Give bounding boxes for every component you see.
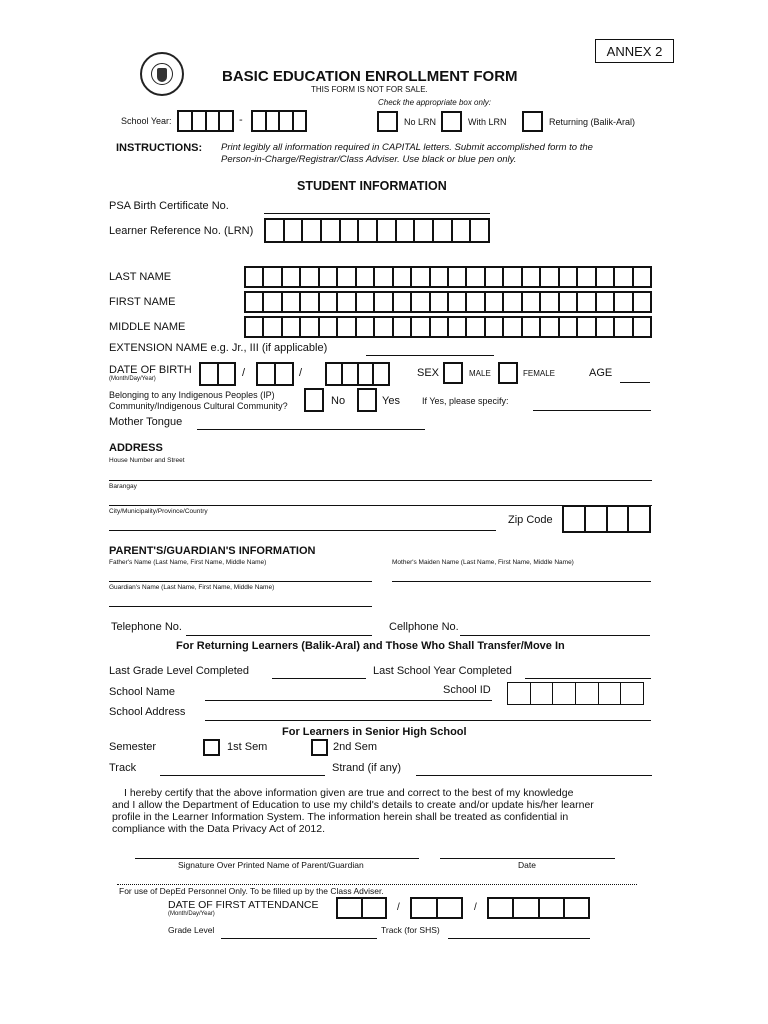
dob-month-boxes[interactable] xyxy=(199,362,236,386)
grade-level-label: Grade Level xyxy=(168,925,215,935)
date-label: Date xyxy=(518,860,536,870)
last-name-label: LAST NAME xyxy=(109,271,172,283)
school-address-line[interactable] xyxy=(205,720,651,721)
instructions-line-2: Person-in-Charge/Registrar/Class Adviser. Use black or blue pen only. xyxy=(221,154,517,165)
check-box-note: Check the appropriate box only: xyxy=(378,98,491,107)
father-name-line[interactable] xyxy=(109,581,372,582)
mother-name-label: Mother's Maiden Name (Last Name, First Name, Middle Name) xyxy=(392,559,574,566)
school-year-label: School Year: xyxy=(121,116,172,126)
date-signed-line[interactable] xyxy=(440,858,615,859)
telephone-line[interactable] xyxy=(186,635,372,636)
shs-heading: For Learners in Senior High School xyxy=(282,726,467,738)
strand-line[interactable] xyxy=(416,775,652,776)
deped-note: For use of DepEd Personnel Only. To be filled up by the Class Adviser. xyxy=(119,886,384,896)
school-id-boxes[interactable] xyxy=(507,682,644,705)
returning-label: Returning (Balik-Aral) xyxy=(549,117,636,127)
school-year-start-boxes[interactable] xyxy=(177,110,234,132)
last-grade-line[interactable] xyxy=(272,678,366,679)
mother-name-line[interactable] xyxy=(392,581,651,582)
extension-name-label: EXTENSION NAME e.g. Jr., III (if applicable) xyxy=(109,342,328,354)
last-sy-label: Last School Year Completed xyxy=(373,665,512,677)
city-label: City/Municipality/Province/Country xyxy=(109,508,208,515)
lrn-label: Learner Reference No. (LRN) xyxy=(109,225,254,237)
last-grade-label: Last Grade Level Completed xyxy=(109,665,250,677)
ip-specify-label: If Yes, please specify: xyxy=(422,396,509,406)
first-attendance-sub: (Month/Day/Year) xyxy=(168,911,215,917)
semester-label: Semester xyxy=(109,741,157,753)
attendance-day-boxes[interactable] xyxy=(410,897,463,919)
first-sem-checkbox[interactable] xyxy=(203,739,220,756)
dob-sub-label: (Month/Day/Year) xyxy=(109,376,156,382)
ip-question-line-2: Community/Indigenous Cultural Community? xyxy=(109,401,288,411)
no-lrn-checkbox[interactable] xyxy=(377,111,398,132)
school-id-label: School ID xyxy=(443,684,491,696)
ip-yes-label: Yes xyxy=(382,395,400,407)
dob-day-boxes[interactable] xyxy=(256,362,294,386)
barangay-label: Barangay xyxy=(109,483,137,490)
house-street-label: House Number and Street xyxy=(109,457,185,464)
dob-label: DATE OF BIRTH xyxy=(109,364,192,376)
school-year-end-boxes[interactable] xyxy=(251,110,307,132)
strand-label: Strand (if any) xyxy=(332,762,402,774)
instructions-line-1: Print legibly all information required in CAPITAL letters. Submit accomplished form to the xyxy=(221,142,593,153)
attendance-year-boxes[interactable] xyxy=(487,897,590,919)
school-name-line[interactable] xyxy=(205,700,492,701)
no-lrn-label: No LRN xyxy=(404,117,437,127)
annex-label: ANNEX 2 xyxy=(595,39,674,63)
not-for-sale-note: THIS FORM IS NOT FOR SALE. xyxy=(311,85,428,94)
second-sem-checkbox[interactable] xyxy=(311,739,328,756)
first-sem-label: 1st Sem xyxy=(227,741,268,753)
mother-tongue-label: Mother Tongue xyxy=(109,416,183,428)
track-label: Track xyxy=(109,762,137,774)
form-title: BASIC EDUCATION ENROLLMENT FORM xyxy=(222,68,518,85)
ip-specify-line[interactable] xyxy=(533,410,651,411)
certification-line-3: profile in the Learner Information System. The information herein shall be treated as confidential in xyxy=(112,811,569,823)
track-shs-line[interactable] xyxy=(448,938,590,939)
school-year-dash: - xyxy=(239,114,243,126)
certification-line-2: and I allow the Department of Education to use my child's details to create and/or update his/her learner xyxy=(112,799,594,811)
father-name-label: Father's Name (Last Name, First Name, Middle Name) xyxy=(109,559,267,566)
middle-name-label: MIDDLE NAME xyxy=(109,321,186,333)
ip-no-label: No xyxy=(331,395,346,407)
grade-level-line[interactable] xyxy=(221,938,377,939)
guardian-name-label: Guardian's Name (Last Name, First Name, Middle Name) xyxy=(109,584,275,591)
first-attendance-label: DATE OF FIRST ATTENDANCE xyxy=(168,899,319,911)
instructions-label: INSTRUCTIONS: xyxy=(116,142,203,154)
deped-seal-icon xyxy=(140,52,184,96)
school-name-label: School Name xyxy=(109,686,176,698)
lrn-boxes[interactable] xyxy=(264,218,490,243)
age-input-line[interactable] xyxy=(620,382,650,383)
last-name-boxes[interactable] xyxy=(244,266,652,288)
ip-question-line-1: Belonging to any Indigenous Peoples (IP) xyxy=(109,390,275,400)
returning-checkbox[interactable] xyxy=(522,111,543,132)
extension-name-line[interactable] xyxy=(366,355,494,356)
city-line[interactable] xyxy=(109,530,496,531)
deped-divider xyxy=(117,884,637,885)
psa-label: PSA Birth Certificate No. xyxy=(109,200,229,212)
zip-code-boxes[interactable] xyxy=(562,505,651,533)
male-checkbox[interactable] xyxy=(443,362,463,384)
middle-name-boxes[interactable] xyxy=(244,316,652,338)
first-name-label: FIRST NAME xyxy=(109,296,176,308)
second-sem-label: 2nd Sem xyxy=(333,741,378,753)
parents-heading: PARENT'S/GUARDIAN'S INFORMATION xyxy=(109,545,316,557)
with-lrn-label: With LRN xyxy=(468,117,507,127)
psa-input-line[interactable] xyxy=(264,213,490,214)
telephone-label: Telephone No. xyxy=(111,621,182,633)
first-name-boxes[interactable] xyxy=(244,291,652,313)
guardian-name-line[interactable] xyxy=(109,606,372,607)
track-line[interactable] xyxy=(160,775,325,776)
certification-line-1: I hereby certify that the above information given are true and correct to the best of my knowledge xyxy=(124,787,574,799)
signature-label: Signature Over Printed Name of Parent/Guardian xyxy=(178,860,364,870)
female-checkbox[interactable] xyxy=(498,362,518,384)
ip-yes-checkbox[interactable] xyxy=(357,388,377,412)
age-label: AGE xyxy=(589,367,613,379)
dob-slash-1: / xyxy=(242,367,246,379)
student-info-heading: STUDENT INFORMATION xyxy=(297,179,447,193)
house-street-line[interactable] xyxy=(109,480,652,481)
cellphone-line[interactable] xyxy=(460,635,650,636)
female-label: FEMALE xyxy=(523,369,556,378)
sex-label: SEX xyxy=(417,367,440,379)
certification-line-4: compliance with the Data Privacy Act of 2012. xyxy=(112,823,326,835)
attendance-month-boxes[interactable] xyxy=(336,897,387,919)
attendance-slash-2: / xyxy=(474,902,477,913)
track-shs-label: Track (for SHS) xyxy=(381,925,440,935)
dob-year-boxes[interactable] xyxy=(325,362,390,386)
dob-slash-2: / xyxy=(299,367,303,379)
school-address-label: School Address xyxy=(109,706,186,718)
zip-code-label: Zip Code xyxy=(508,514,553,526)
mother-tongue-line[interactable] xyxy=(197,429,425,430)
male-label: MALE xyxy=(469,369,491,378)
last-sy-line[interactable] xyxy=(525,678,651,679)
signature-line[interactable] xyxy=(135,858,419,859)
cellphone-label: Cellphone No. xyxy=(389,621,459,633)
attendance-slash-1: / xyxy=(397,902,400,913)
returning-heading: For Returning Learners (Balik-Aral) and Those Who Shall Transfer/Move In xyxy=(176,640,565,652)
with-lrn-checkbox[interactable] xyxy=(441,111,462,132)
address-heading: ADDRESS xyxy=(109,442,163,454)
ip-no-checkbox[interactable] xyxy=(304,388,324,412)
